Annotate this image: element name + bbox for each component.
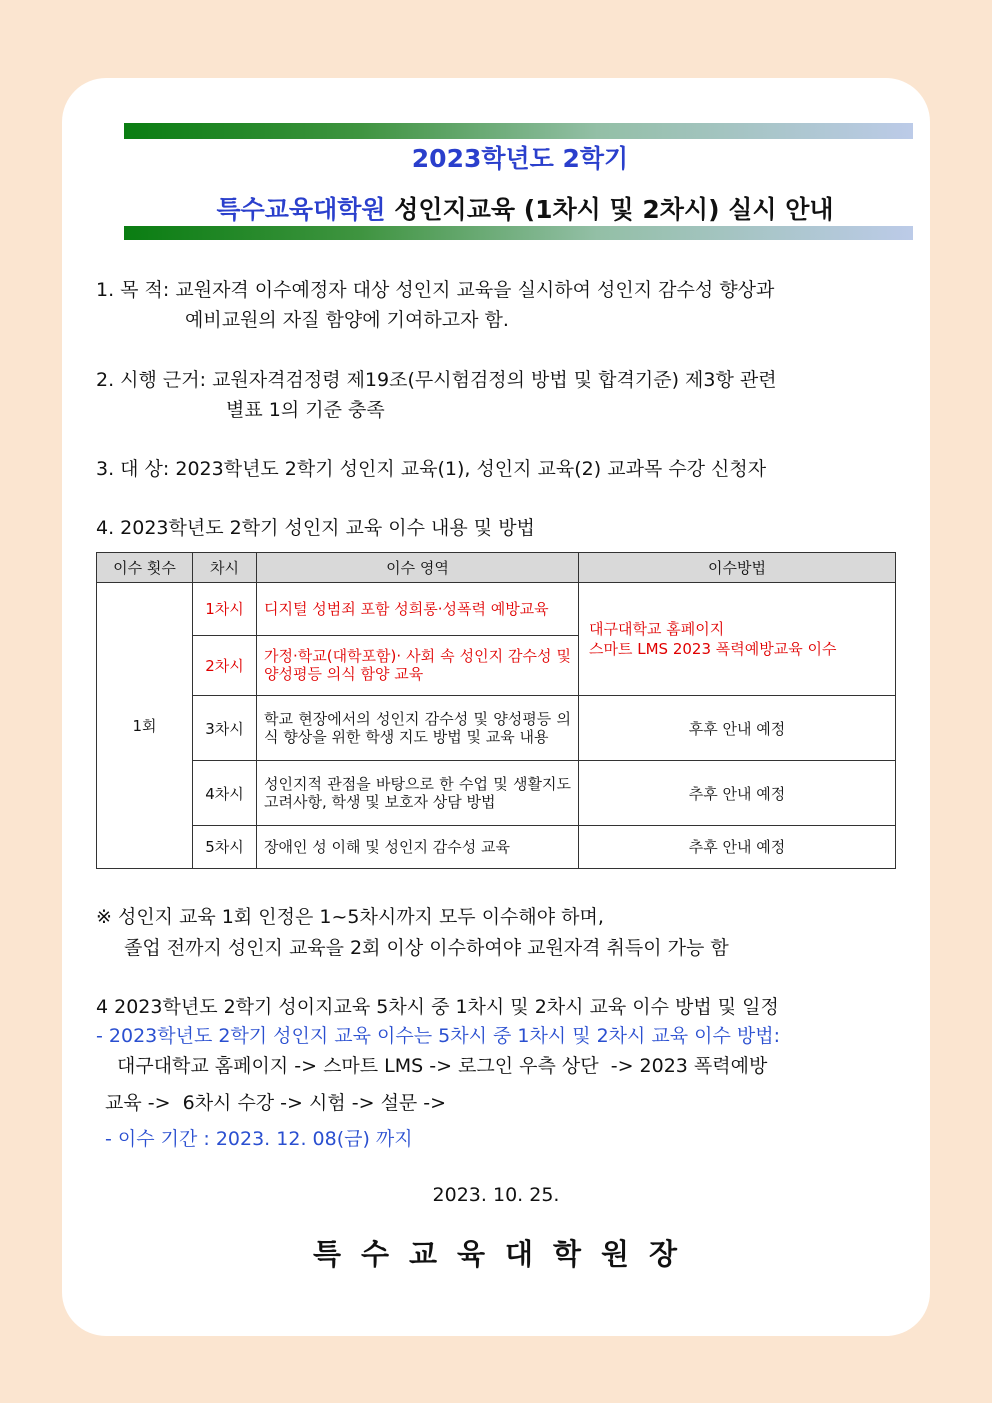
table-row: [97, 695, 896, 760]
session-cell: 1차시: [193, 583, 257, 635]
session-cell: 3차시: [193, 695, 257, 760]
issuer-signature: 특수교육대학원장: [312, 1237, 698, 1271]
schedule-path-line-2: 교육 -> 6차시 수강 -> 시험 -> 설문 ->: [105, 1092, 447, 1114]
schedule-heading: 4 2023학년도 2학기 성이지교육 5차시 중 1차시 및 2차시 교육 이수 방법 및 일정: [96, 996, 779, 1018]
session-cell: 2차시: [193, 635, 257, 695]
notice-date: 2023. 10. 25.: [432, 1184, 560, 1206]
note-line-1: ※ 성인지 교육 1회 인정은 1~5차시까지 모두 이수해야 하며,: [96, 906, 604, 928]
method-cell-online: [579, 583, 896, 696]
table-row: [97, 761, 896, 825]
purpose-line-2: 예비교원의 자질 함양에 기여하고자 함.: [185, 309, 509, 331]
schedule-path-line-1: 대구대학교 홈페이지 -> 스마트 LMS -> 로그인 우측 상단 -> 2023 폭력예방: [117, 1055, 768, 1077]
note-line-2: 졸업 전까지 성인지 교육을 2회 이상 이수하여야 교원자격 취득이 가능 함: [124, 937, 729, 959]
header-session: 차시: [193, 553, 257, 583]
basis-line-2: 별표 1의 기준 충족: [226, 399, 385, 421]
curriculum-table: [96, 552, 896, 869]
session-cell: 4차시: [193, 761, 257, 825]
method-cell: 후후 안내 예정: [579, 695, 896, 760]
method-online-line-1: 대구대학교 홈페이지: [589, 620, 725, 639]
header-method: 이수방법: [579, 553, 896, 583]
header-area: 이수 영역: [257, 553, 579, 583]
method-online-line-2: 스마트 LMS 2023 폭력예방교육 이수: [589, 640, 837, 659]
area-cell: 학교 현장에서의 성인지 감수성 및 양성평등 의식 향상을 위한 학생 지도 방법 및 교육 내용: [257, 695, 579, 760]
schedule-period: - 이수 기간 : 2023. 12. 08(금) 까지: [105, 1128, 413, 1150]
purpose-line-1: 1. 목 적: 교원자격 이수예정자 대상 성인지 교육을 실시하여 성인지 감수성 향상과: [96, 279, 775, 301]
schedule-method-line: - 2023학년도 2학기 성인지 교육 이수는 5차시 중 1차시 및 2차시 교육 이수 방법:: [96, 1025, 781, 1047]
title-line-2: [0, 190, 992, 226]
area-cell: 장애인 성 이해 및 성인지 감수성 교육: [257, 825, 579, 868]
method-cell: 추후 안내 예정: [579, 761, 896, 825]
area-cell: 가정·학교(대학포함)· 사회 속 성인지 감수성 및 양성평등 의식 함양 교육: [257, 635, 579, 695]
title-subject: 성인지교육 (1차시 및 2차시) 실시 안내: [385, 195, 834, 224]
basis-line-1: 2. 시행 근거: 교원자격검정령 제19조(무시험검정의 방법 및 합격기준) 제3항 관련: [96, 369, 777, 391]
title-school-name: 특수교육대학원: [216, 195, 386, 224]
table-row: [97, 825, 896, 868]
title-top-bar: [124, 123, 913, 139]
table-row: [97, 583, 896, 635]
title-bottom-bar: [124, 226, 913, 240]
content-heading: 4. 2023학년도 2학기 성인지 교육 이수 내용 및 방법: [96, 517, 535, 539]
area-cell: 성인지적 관점을 바탕으로 한 수업 및 생활지도 고려사항, 학생 및 보호자 상담 방법: [257, 761, 579, 825]
table-header-row: [97, 553, 896, 583]
area-cell: 디지털 성범죄 포함 성희롱·성폭력 예방교육: [257, 583, 579, 635]
method-cell: 추후 안내 예정: [579, 825, 896, 868]
header-count: 이수 횟수: [97, 553, 193, 583]
count-cell: 1회: [97, 583, 193, 869]
session-cell: 5차시: [193, 825, 257, 868]
target-line: 3. 대 상: 2023학년도 2학기 성인지 교육(1), 성인지 교육(2) 교과목 수강 신청자: [96, 458, 767, 480]
title-line-1: 2023학년도 2학기: [411, 144, 629, 173]
